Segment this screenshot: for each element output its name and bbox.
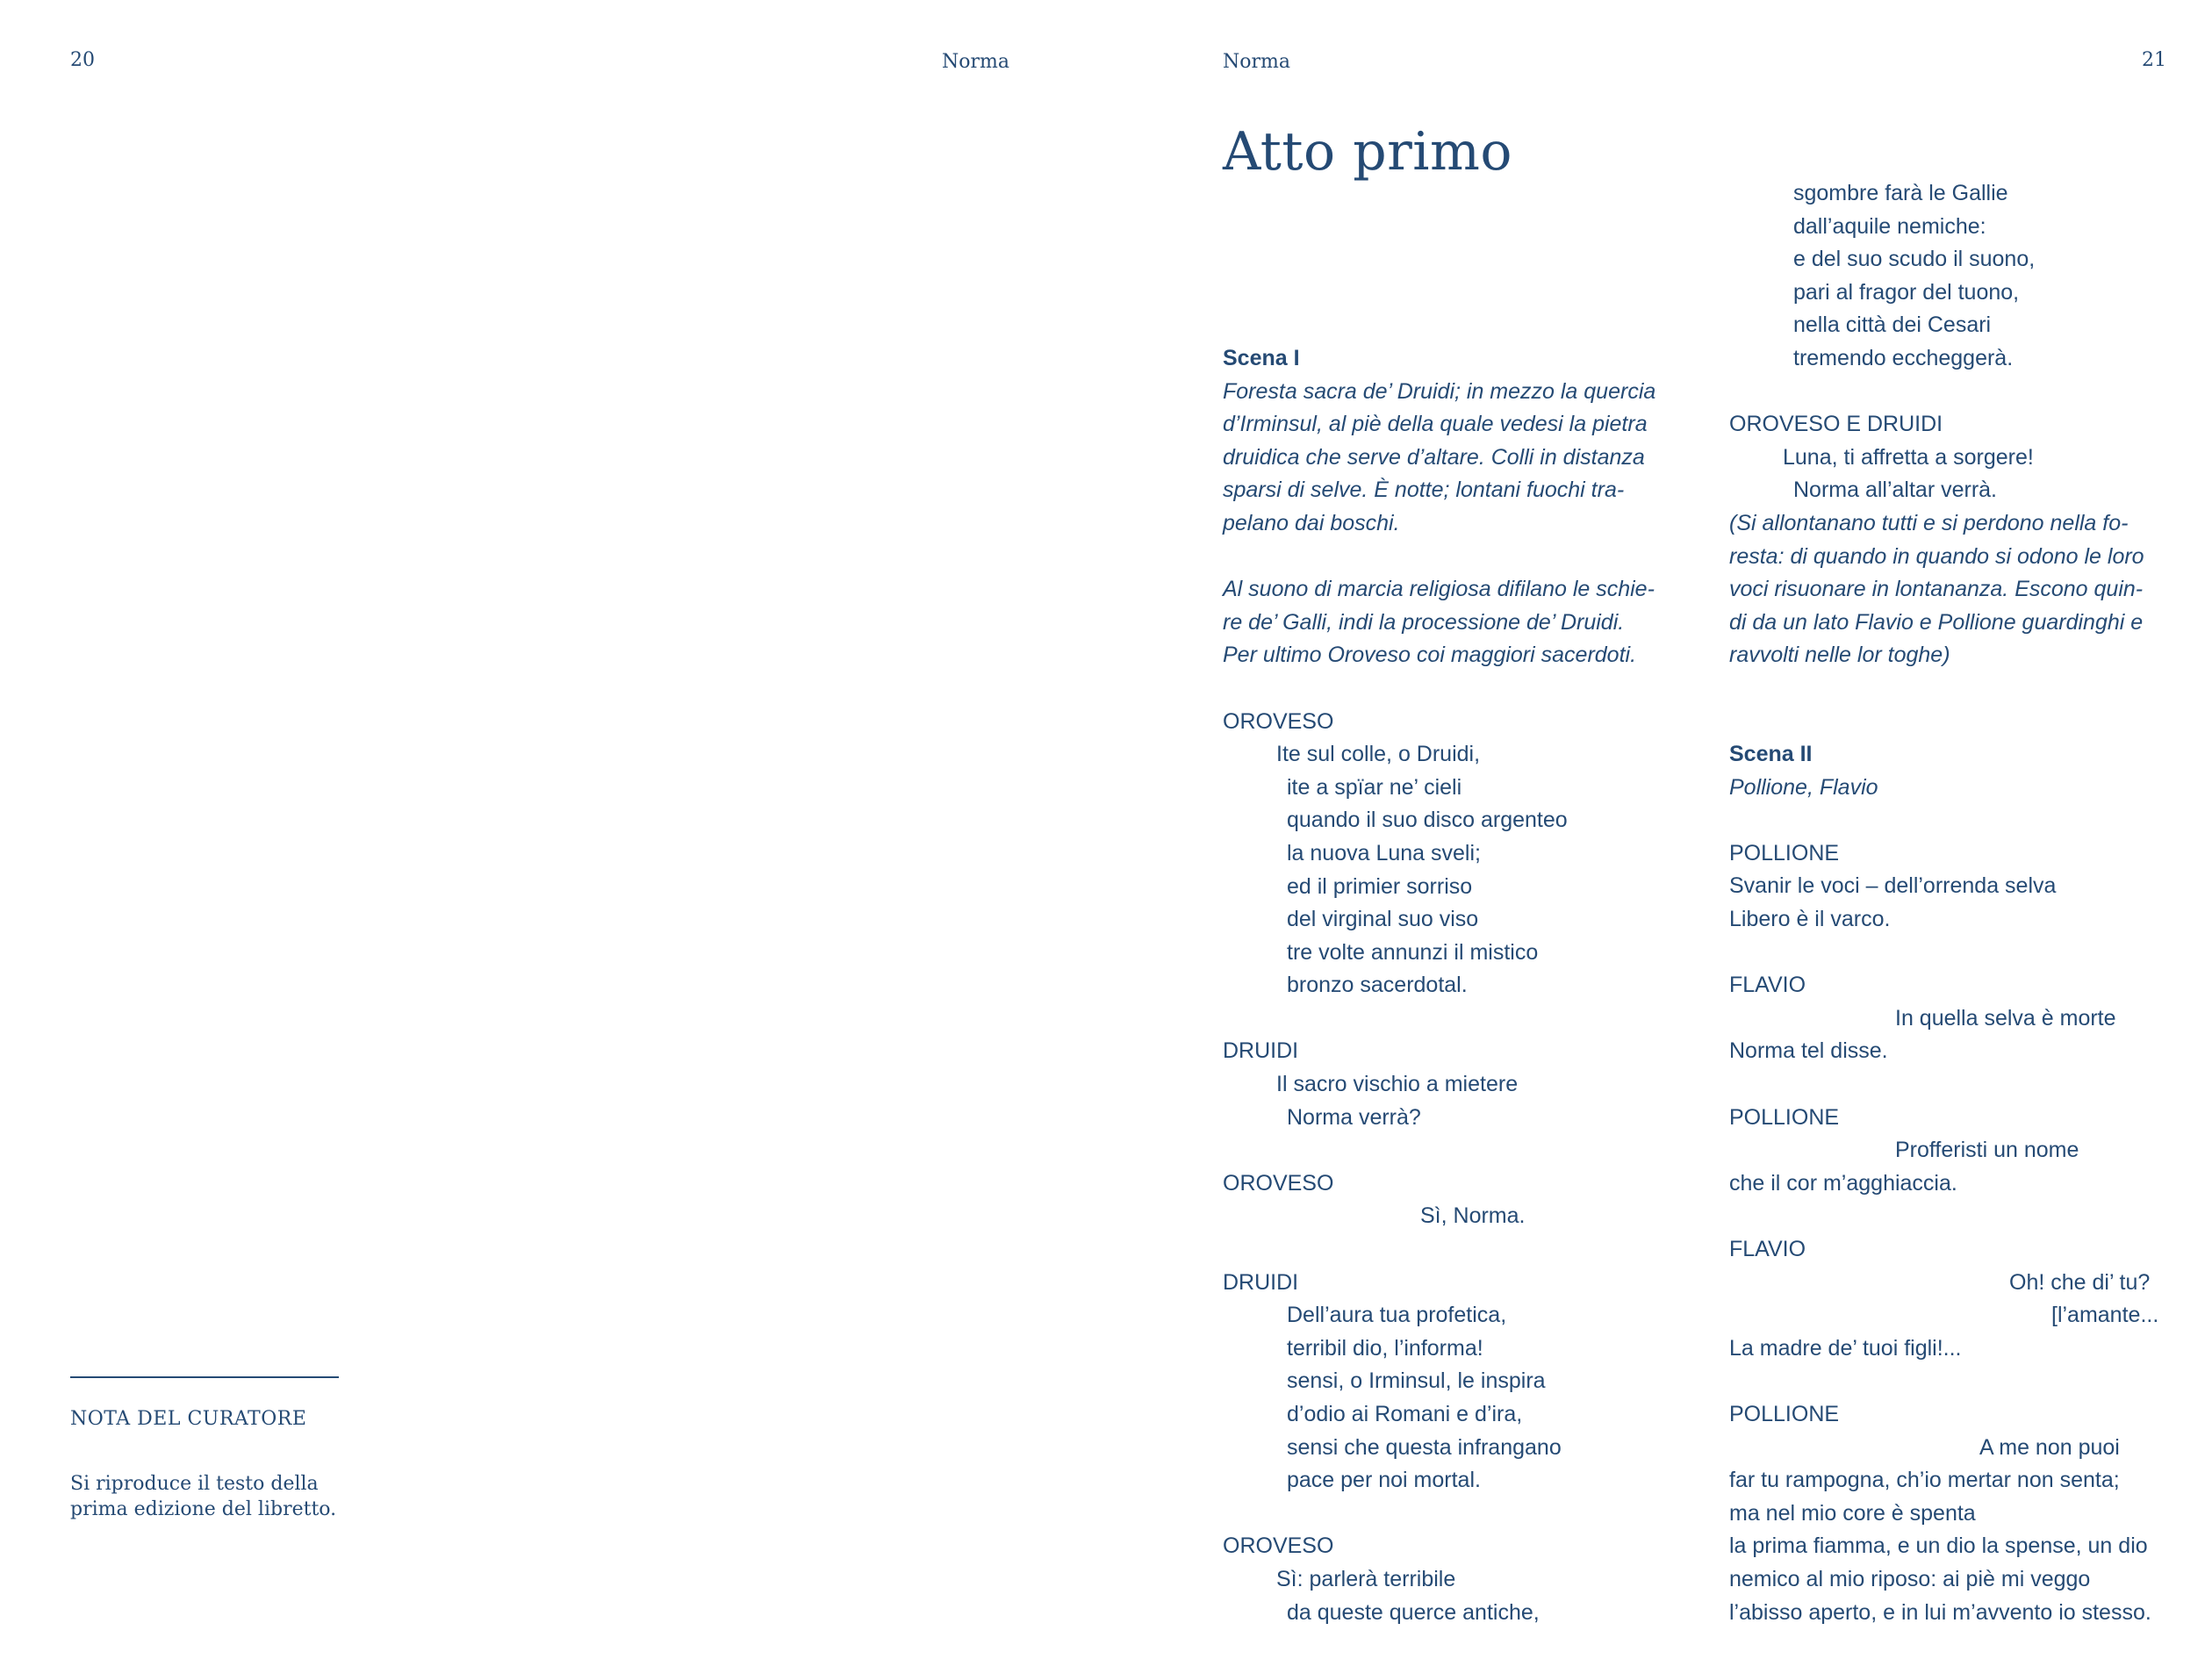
- verse-line: Norma tel disse.: [1729, 1038, 1888, 1064]
- stage-direction: voci risuonare in lontananza. Escono quin-: [1729, 577, 2144, 602]
- scene-heading: Scena I: [1223, 346, 1300, 370]
- character-name: OROVESO E DRUIDI: [1729, 412, 1943, 437]
- note-line: prima edizione del libretto.: [70, 1498, 337, 1520]
- blank-line: [1729, 672, 2158, 706]
- stage-direction: re de’ Galli, indi la processione de’ Druidi.: [1223, 609, 1625, 635]
- stage-direction: (Si allontanano tutti e si perdono nella fo-: [1729, 510, 2129, 535]
- stage-direction: pelano dai boschi.: [1223, 510, 1400, 535]
- stage-direction: Foresta sacra de’ Druidi; in mezzo la quercia: [1223, 378, 1656, 404]
- verse-line: ite a spïar ne’ cieli: [1287, 774, 1462, 800]
- right-running-head: Norma: [1223, 51, 1290, 73]
- verse-line: Oh! che di’ tu?: [2009, 1269, 2151, 1295]
- verse-line: pari al fragor del tuono,: [1793, 279, 2020, 305]
- stage-direction: ravvolti nelle lor toghe): [1729, 643, 1950, 668]
- verse-line: Sì: parlerà terribile: [1276, 1566, 1456, 1591]
- verse-line: l’abisso aperto, e in lui m’avvento io stesso.: [1729, 1599, 2151, 1625]
- scene-heading: Scena II: [1729, 742, 1813, 767]
- verse-line: ma nel mio core è spenta: [1729, 1500, 1976, 1526]
- verse-line: da queste querce antiche,: [1287, 1599, 1540, 1625]
- verse-line: la prima fiamma, e un dio la spense, un dio: [1729, 1533, 2148, 1559]
- stage-direction: di da un lato Flavio e Pollione guardinghi e: [1729, 609, 2144, 635]
- character-name: OROVESO: [1223, 708, 1334, 734]
- character-name: DRUIDI: [1223, 1269, 1299, 1295]
- blank-line: [1223, 1233, 1655, 1267]
- blank-line: [1729, 1200, 2158, 1233]
- character-name: POLLIONE: [1729, 1401, 1840, 1426]
- verse-line: Ite sul colle, o Druidi,: [1276, 742, 1481, 767]
- libretto-column-left: [1223, 342, 1655, 1629]
- character-name: OROVESO: [1223, 1533, 1334, 1559]
- verse-line: [l’amante...: [2051, 1303, 2159, 1328]
- verse-line: Svanir le voci – dell’orrenda selva: [1729, 873, 2057, 899]
- act-title: Atto primo: [1223, 121, 1512, 183]
- verse-line: sensi che questa infrangano: [1287, 1434, 1562, 1460]
- left-running-head: Norma: [942, 51, 1009, 73]
- verse-line: far tu rampogna, ch’io mertar non senta;: [1729, 1468, 2120, 1493]
- verse-line: sensi, o Irminsul, le inspira: [1287, 1368, 1546, 1394]
- verse-line: Profferisti un nome: [1895, 1138, 2079, 1163]
- verse-line: tre volte annunzi il mistico: [1287, 939, 1539, 965]
- blank-line: [1729, 804, 2158, 837]
- character-name: FLAVIO: [1729, 973, 1806, 998]
- blank-line: [1729, 937, 2158, 970]
- character-name: OROVESO: [1223, 1170, 1334, 1196]
- verse-line: nella città dei Cesari: [1793, 312, 1992, 338]
- verse-line: Dell’aura tua profetica,: [1287, 1303, 1507, 1328]
- blank-line: [1729, 706, 2158, 739]
- verse-line: Sì, Norma.: [1420, 1203, 1526, 1229]
- character-name: DRUIDI: [1223, 1038, 1299, 1064]
- stage-direction: Per ultimo Oroveso coi maggiori sacerdoti.: [1223, 643, 1637, 668]
- verse-line: La madre de’ tuoi figli!...: [1729, 1335, 1962, 1361]
- character-name: FLAVIO: [1729, 1237, 1806, 1261]
- note-body: [70, 1471, 336, 1522]
- verse-line: pace per noi mortal.: [1287, 1468, 1481, 1493]
- note-divider: [70, 1376, 339, 1378]
- verse-line: sgombre farà le Gallie: [1793, 181, 2008, 205]
- verse-line: del virginal suo viso: [1287, 907, 1479, 932]
- blank-line: [1729, 376, 2158, 409]
- stage-direction: d’Irminsul, al piè della quale vedesi la pietra: [1223, 412, 1648, 437]
- stage-direction: druidica che serve d’altare. Colli in distanza: [1223, 444, 1645, 470]
- verse-line: nemico al mio riposo: ai piè mi veggo: [1729, 1566, 2091, 1591]
- verse-line: la nuova Luna sveli;: [1287, 840, 1481, 865]
- blank-line: [1729, 1068, 2158, 1102]
- verse-line: A me non puoi: [1979, 1434, 2120, 1460]
- blank-line: [1223, 672, 1655, 706]
- stage-direction: resta: di quando in quando si odono le loro: [1729, 543, 2144, 569]
- verse-line: tremendo eccheggerà.: [1793, 345, 2014, 370]
- left-page-number: 20: [70, 49, 95, 71]
- blank-line: [1223, 1134, 1655, 1167]
- verse-line: Luna, ti affretta a sorgere!: [1783, 444, 2034, 470]
- verse-line: Libero è il varco.: [1729, 907, 1891, 932]
- stage-direction: Pollione, Flavio: [1729, 774, 1878, 800]
- blank-line: [1729, 1365, 2158, 1398]
- blank-line: [1223, 1497, 1655, 1531]
- blank-line: [1223, 1002, 1655, 1036]
- character-name: POLLIONE: [1729, 840, 1840, 865]
- verse-line: dall’aquile nemiche:: [1793, 213, 1986, 239]
- verse-line: ed il primier sorriso: [1287, 873, 1473, 899]
- right-page-number: 21: [2142, 49, 2166, 71]
- verse-line: quando il suo disco argenteo: [1287, 808, 1568, 833]
- verse-line: Il sacro vischio a mietere: [1276, 1072, 1519, 1097]
- verse-line: Norma all’altar verrà.: [1793, 478, 1998, 503]
- verse-line: e del suo scudo il suono,: [1793, 247, 2036, 272]
- stage-direction: Al suono di marcia religiosa difilano le schie-: [1223, 577, 1655, 602]
- note-line: Si riproduce il testo della: [70, 1473, 319, 1495]
- character-name: POLLIONE: [1729, 1104, 1840, 1130]
- verse-line: d’odio ai Romani e d’ira,: [1287, 1402, 1523, 1426]
- verse-line: terribil dio, l’informa!: [1287, 1335, 1483, 1361]
- verse-line: bronzo sacerdotal.: [1287, 973, 1468, 998]
- verse-line: Norma verrà?: [1287, 1104, 1421, 1130]
- verse-line: In quella selva è morte: [1895, 1005, 2116, 1031]
- stage-direction: sparsi di selve. È notte; lontani fuochi tra-: [1223, 478, 1625, 503]
- libretto-column-right: [1729, 177, 2158, 1629]
- note-heading: NOTA DEL CURATORE: [70, 1408, 307, 1430]
- verse-line: che il cor m’agghiaccia.: [1729, 1170, 1957, 1196]
- blank-line: [1223, 541, 1655, 574]
